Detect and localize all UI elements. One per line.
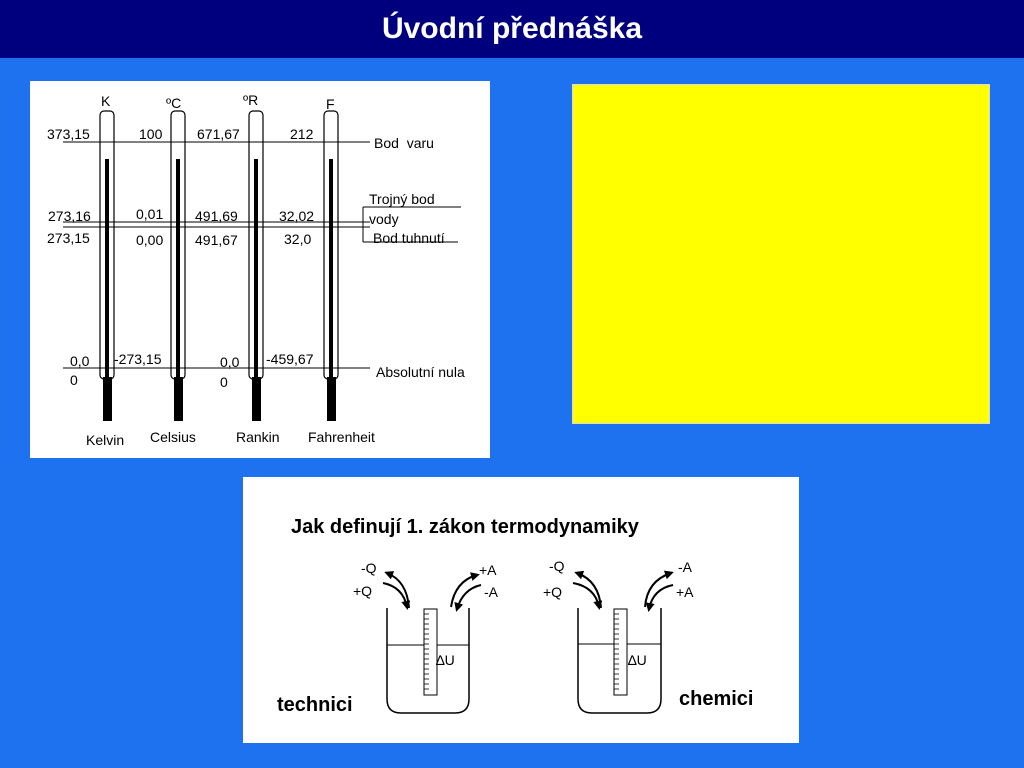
absolute-zero-kelvin-line1: 0,0 — [70, 353, 90, 369]
triple-point-label-line2: vody — [369, 211, 399, 227]
thermometer-scales-panel — [30, 81, 490, 458]
technicians-work-top-arrow — [451, 575, 477, 607]
chemists-thermometer — [614, 609, 627, 695]
absolute-zero-rankin-line2: 0 — [220, 374, 228, 390]
boiling-fahrenheit: 212 — [290, 126, 314, 142]
freezing-celsius: 0,00 — [136, 232, 164, 248]
fahrenheit-unit: F — [326, 96, 335, 112]
fahrenheit-scale-name: Fahrenheit — [308, 429, 375, 445]
freezing-rankin: 491,67 — [195, 232, 238, 248]
triple-celsius: 0,01 — [136, 206, 164, 222]
technicians-label: technici — [277, 694, 353, 716]
technicians-work-bottom-label: -A — [484, 584, 498, 600]
triple-fahrenheit: 32,02 — [279, 208, 315, 224]
boiling-point-label: Bod varu — [374, 135, 434, 151]
rankin-scale-name: Rankin — [236, 429, 280, 445]
first-law-diagram — [243, 477, 799, 743]
chemists-work-top-label: -A — [678, 559, 692, 575]
chemists-heat-out-label: -Q — [549, 558, 565, 574]
first-law-panel — [243, 477, 799, 743]
celsius-unit: ºC — [166, 95, 182, 111]
absolute-zero-celsius: -273,15 — [114, 351, 162, 367]
kelvin-mercury-bulb — [103, 377, 112, 421]
kelvin-scale-name: Kelvin — [86, 432, 125, 448]
chemists-work-bottom-arrow — [649, 585, 673, 609]
first-law-heading: Jak definují 1. zákon termodynamiky — [291, 516, 639, 538]
chemists-internal-energy-label: ∆U — [628, 652, 647, 668]
chemists-label: chemici — [679, 688, 754, 710]
freezing-fahrenheit: 32,0 — [284, 231, 312, 247]
technicians-work-bottom-arrow — [457, 585, 481, 609]
freezing-point-label: Bod tuhnutí — [373, 230, 445, 246]
title-bar — [0, 0, 1024, 58]
kelvin-unit: K — [101, 93, 111, 109]
boiling-kelvin: 373,15 — [47, 126, 90, 142]
thermometer-diagram — [30, 81, 490, 458]
triple-point-label-line1: Trojný bod — [369, 191, 435, 207]
yellow-placeholder-panel — [573, 85, 989, 423]
rankin-mercury-bulb — [252, 377, 261, 421]
boiling-celsius: 100 — [139, 126, 163, 142]
chemists-work-top-arrow — [645, 573, 671, 607]
fahrenheit-mercury-bulb — [327, 377, 336, 421]
absolute-zero-fahrenheit: -459,67 — [266, 351, 314, 367]
celsius-scale-name: Celsius — [150, 429, 196, 445]
technicians-system — [277, 560, 499, 716]
technicians-heat-out-label: -Q — [361, 560, 377, 576]
celsius-mercury-bulb — [174, 377, 183, 421]
chemists-system — [543, 558, 753, 713]
page-title: Úvodní přednáška — [381, 12, 643, 45]
chemists-heat-in-label: +Q — [543, 584, 563, 600]
freezing-kelvin: 273,15 — [47, 230, 90, 246]
triple-rankin: 491,69 — [195, 208, 238, 224]
rankin-unit: ºR — [243, 92, 259, 108]
chemists-work-bottom-label: +A — [676, 584, 694, 600]
absolute-zero-label: Absolutní nula — [376, 364, 465, 380]
absolute-zero-rankin-line1: 0,0 — [220, 354, 240, 370]
technicians-internal-energy-label: ∆U — [436, 652, 455, 668]
triple-kelvin: 273,16 — [48, 208, 91, 224]
boiling-rankin: 671,67 — [197, 126, 240, 142]
technicians-heat-in-label: +Q — [353, 583, 373, 599]
absolute-zero-kelvin-line2: 0 — [70, 372, 78, 388]
technicians-work-top-label: +A — [479, 562, 497, 578]
